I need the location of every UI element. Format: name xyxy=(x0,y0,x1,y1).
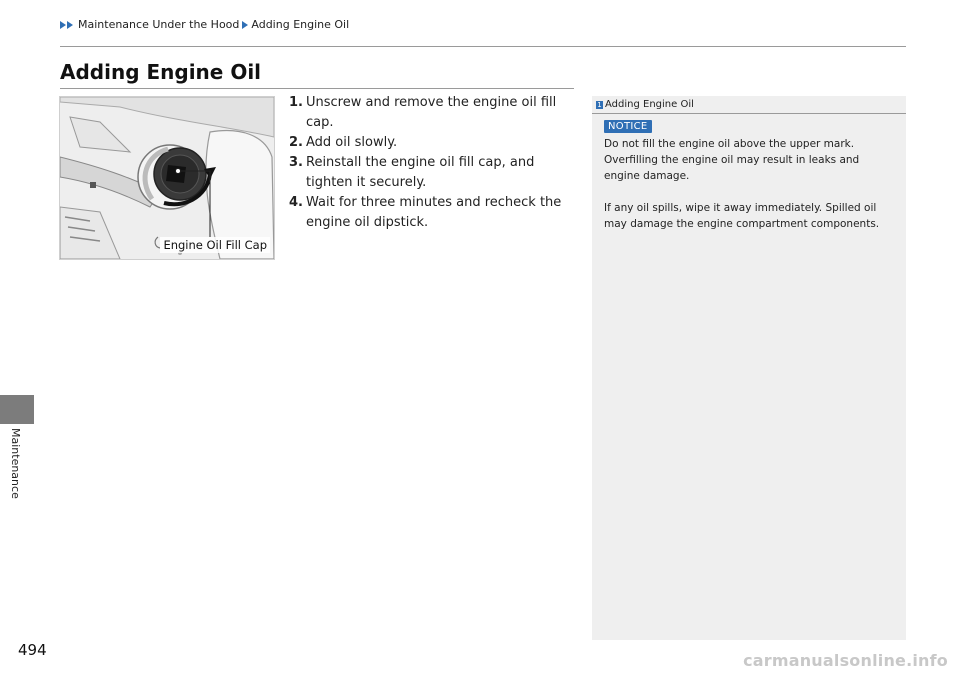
step-text: Reinstall the engine oil fill cap, and tighten it securely. xyxy=(306,155,535,190)
section-tab-label: Maintenance xyxy=(9,428,22,499)
engine-oil-fill-cap-label: Engine Oil Fill Cap xyxy=(160,237,270,253)
step-text: Add oil slowly. xyxy=(306,135,398,150)
step-text: Unscrew and remove the engine oil fill cap. xyxy=(306,95,557,130)
page-title: Adding Engine Oil xyxy=(60,60,262,84)
note-divider xyxy=(592,113,906,114)
engine-bay-drawing xyxy=(60,97,274,259)
step-text: Wait for three minutes and recheck the engine oil dipstick. xyxy=(306,195,562,230)
step-number: 3. xyxy=(289,155,303,170)
notice-badge: NOTICE xyxy=(604,120,652,133)
note-paragraph-1: Do not fill the engine oil above the upper mark. Overfilling the engine oil may result in leaks and engine damage. xyxy=(604,138,860,182)
breadcrumb-section[interactable]: Maintenance Under the Hood xyxy=(78,18,240,31)
page-number: 494 xyxy=(18,641,47,659)
reference-icon: 1 xyxy=(597,100,602,109)
step-number: 2. xyxy=(289,135,303,150)
step-number: 4. xyxy=(289,195,303,210)
list-item xyxy=(289,133,579,153)
list-item xyxy=(289,193,579,233)
section-tab xyxy=(0,395,34,424)
note-box xyxy=(592,96,906,640)
breadcrumb-page[interactable]: Adding Engine Oil xyxy=(251,18,350,31)
list-item xyxy=(289,93,579,133)
engine-oil-fill-cap-illustration xyxy=(59,96,275,260)
steps-list xyxy=(289,93,579,233)
note-header xyxy=(596,99,694,110)
breadcrumb-arrow-icon xyxy=(60,21,73,29)
watermark: carmanualsonline.info xyxy=(743,651,948,670)
header-divider xyxy=(60,46,906,47)
step-number: 1. xyxy=(289,95,303,110)
list-item xyxy=(289,153,579,193)
title-divider xyxy=(60,88,574,89)
note-paragraph-2: If any oil spills, wipe it away immediately. Spilled oil may damage the engine compartment components. xyxy=(604,202,880,230)
note-header-label: Adding Engine Oil xyxy=(605,99,694,110)
breadcrumb xyxy=(60,18,349,31)
breadcrumb-separator-icon xyxy=(242,21,248,29)
